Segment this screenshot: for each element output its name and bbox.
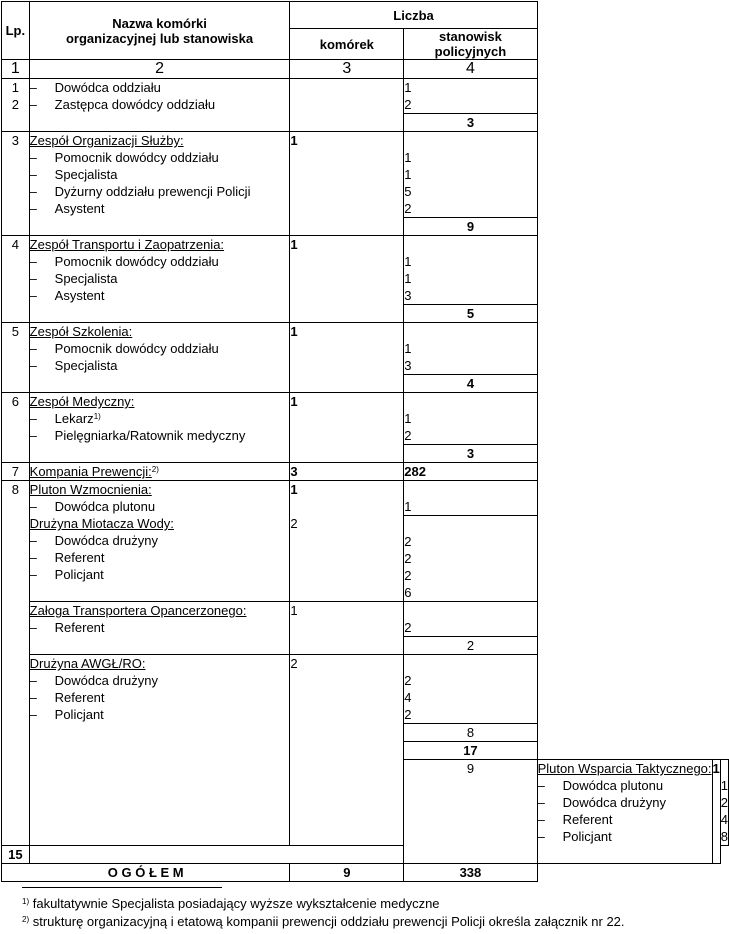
name-cell: – Dowódca oddziału – Zastępca dowódcy oddziału	[29, 79, 290, 132]
footnote-ref: 2)	[151, 465, 159, 474]
total-cell: 5	[404, 305, 537, 323]
footnote-divider	[22, 887, 222, 888]
header-stanowisk: stanowisk policyjnych	[404, 29, 537, 60]
table-row: 5 Zespół Szkolenia: – Pomocnik dowódcy oddziału – Specjalista 1 1 3	[2, 323, 729, 375]
lp-cell: 1 2	[2, 79, 30, 132]
table-row: 3 Zespół Organizacji Służby: – Pomocnik dowódcy oddziału – Specjalista – Dyżurny oddziału prewencji Policji – Asystent 1 1 1 5 2	[2, 132, 729, 218]
table-row: 8 Pluton Wzmocnienia: – Dowódca plutonu Drużyna Miotacza Wody: – Dowódca drużyny – Referent – Policjant 1 2 1	[2, 481, 729, 516]
header-komorek: komórek	[290, 29, 404, 60]
counts-cell: 1 2	[404, 79, 537, 114]
total-cell: 3	[404, 114, 537, 132]
header-liczba: Liczba	[290, 2, 537, 29]
footnote-1: $^{1)}$ fakultatywnie Specjalista posiadający wyższe wykształcenie medyczne	[22, 896, 440, 911]
header-name: Nazwa komórki organizacyjnej lub stanowiska	[29, 2, 290, 60]
footnote-ref: 1)	[93, 412, 101, 421]
grand-total-label: O G Ó Ł E M	[2, 864, 290, 882]
footnote-2: $^{2)}$ strukturę organizacyjną i etatową kompanii prewencji oddziału prewencji Policji określa załącznik nr 22.	[22, 914, 625, 929]
table-row: 9 Pluton Wsparcia Taktycznego: – Dowódca plutonu – Dowódca drużyny – Referent – Policjant 1 1 2 4 8	[2, 760, 729, 846]
grand-total-row	[2, 864, 729, 882]
total-cell: 17	[404, 742, 537, 760]
table-row: 7 Kompania Prewencji:$^{2)}$ 3 282	[2, 463, 729, 481]
staffing-table: Lp. Nazwa komórki organizacyjnej lub stanowiska Liczba komórek stanowisk policyjnych 1 2 3 4 1 2 – Dowódca oddziału – Zastępca dowódcy oddziału 1 2 3 3 Zespół Organizacji Służby: – Pomocnik dowódcy oddziału – Specjalista – Dyżurny oddziału prewencji Policji – Asystent 1 1 1 5 2 9 4 Zespół Transportu i Zaopatrzenia: – Pomocnik dowódcy oddziału – Specjalista – Asystent 1 1 1 3 5 5 Zespół Szkolenia: – Pomocnik dowódcy oddziału – Specjalista 1 1 3 4 6 Zespół Medyczny: – Lekarz$^{1)}$ – Pielęgniarka/Ratownik medyczny 1 1 2 3 7 Kompania Prewencji:$^{2)}$ 3 282 8 Pluton Wzmocnienia: – Dowódca plutonu Drużyna Miotacza Wody: – Dowódca drużyny – Referent – Policjant 1 2 1 2 2 2 6 Załoga Transportera Opancerzonego: – Referent 1 2 2 Drużyna AWGŁ/RO: – Dowódca drużyny – Referent – Policjant 2 2 4 2 8 17 9 Pluton Wsparcia Taktycznego: – Dowódca plutonu – Dowódca drużyny – Referent – Policjant 1 1 2 4 8 15 O G Ó Ł E M 9 338	[1, 1, 729, 882]
units-cell	[290, 79, 404, 132]
grand-total-positions: 338	[404, 864, 537, 882]
table-row: 6 Zespół Medyczny: – Lekarz$^{1)}$ – Pielęgniarka/Ratownik medyczny 1 1 2	[2, 393, 729, 445]
column-numbers-row: 1 2 3 4	[2, 60, 729, 79]
total-cell: 3	[404, 445, 537, 463]
header-lp: Lp.	[2, 2, 30, 60]
total-cell: 9	[404, 218, 537, 236]
table-row	[2, 79, 729, 114]
grand-total-units: 9	[290, 864, 404, 882]
total-cell: 15	[2, 846, 30, 864]
total-cell: 4	[404, 375, 537, 393]
table-row: 4 Zespół Transportu i Zaopatrzenia: – Pomocnik dowódcy oddziału – Specjalista – Asystent 1 1 1 3	[2, 236, 729, 305]
